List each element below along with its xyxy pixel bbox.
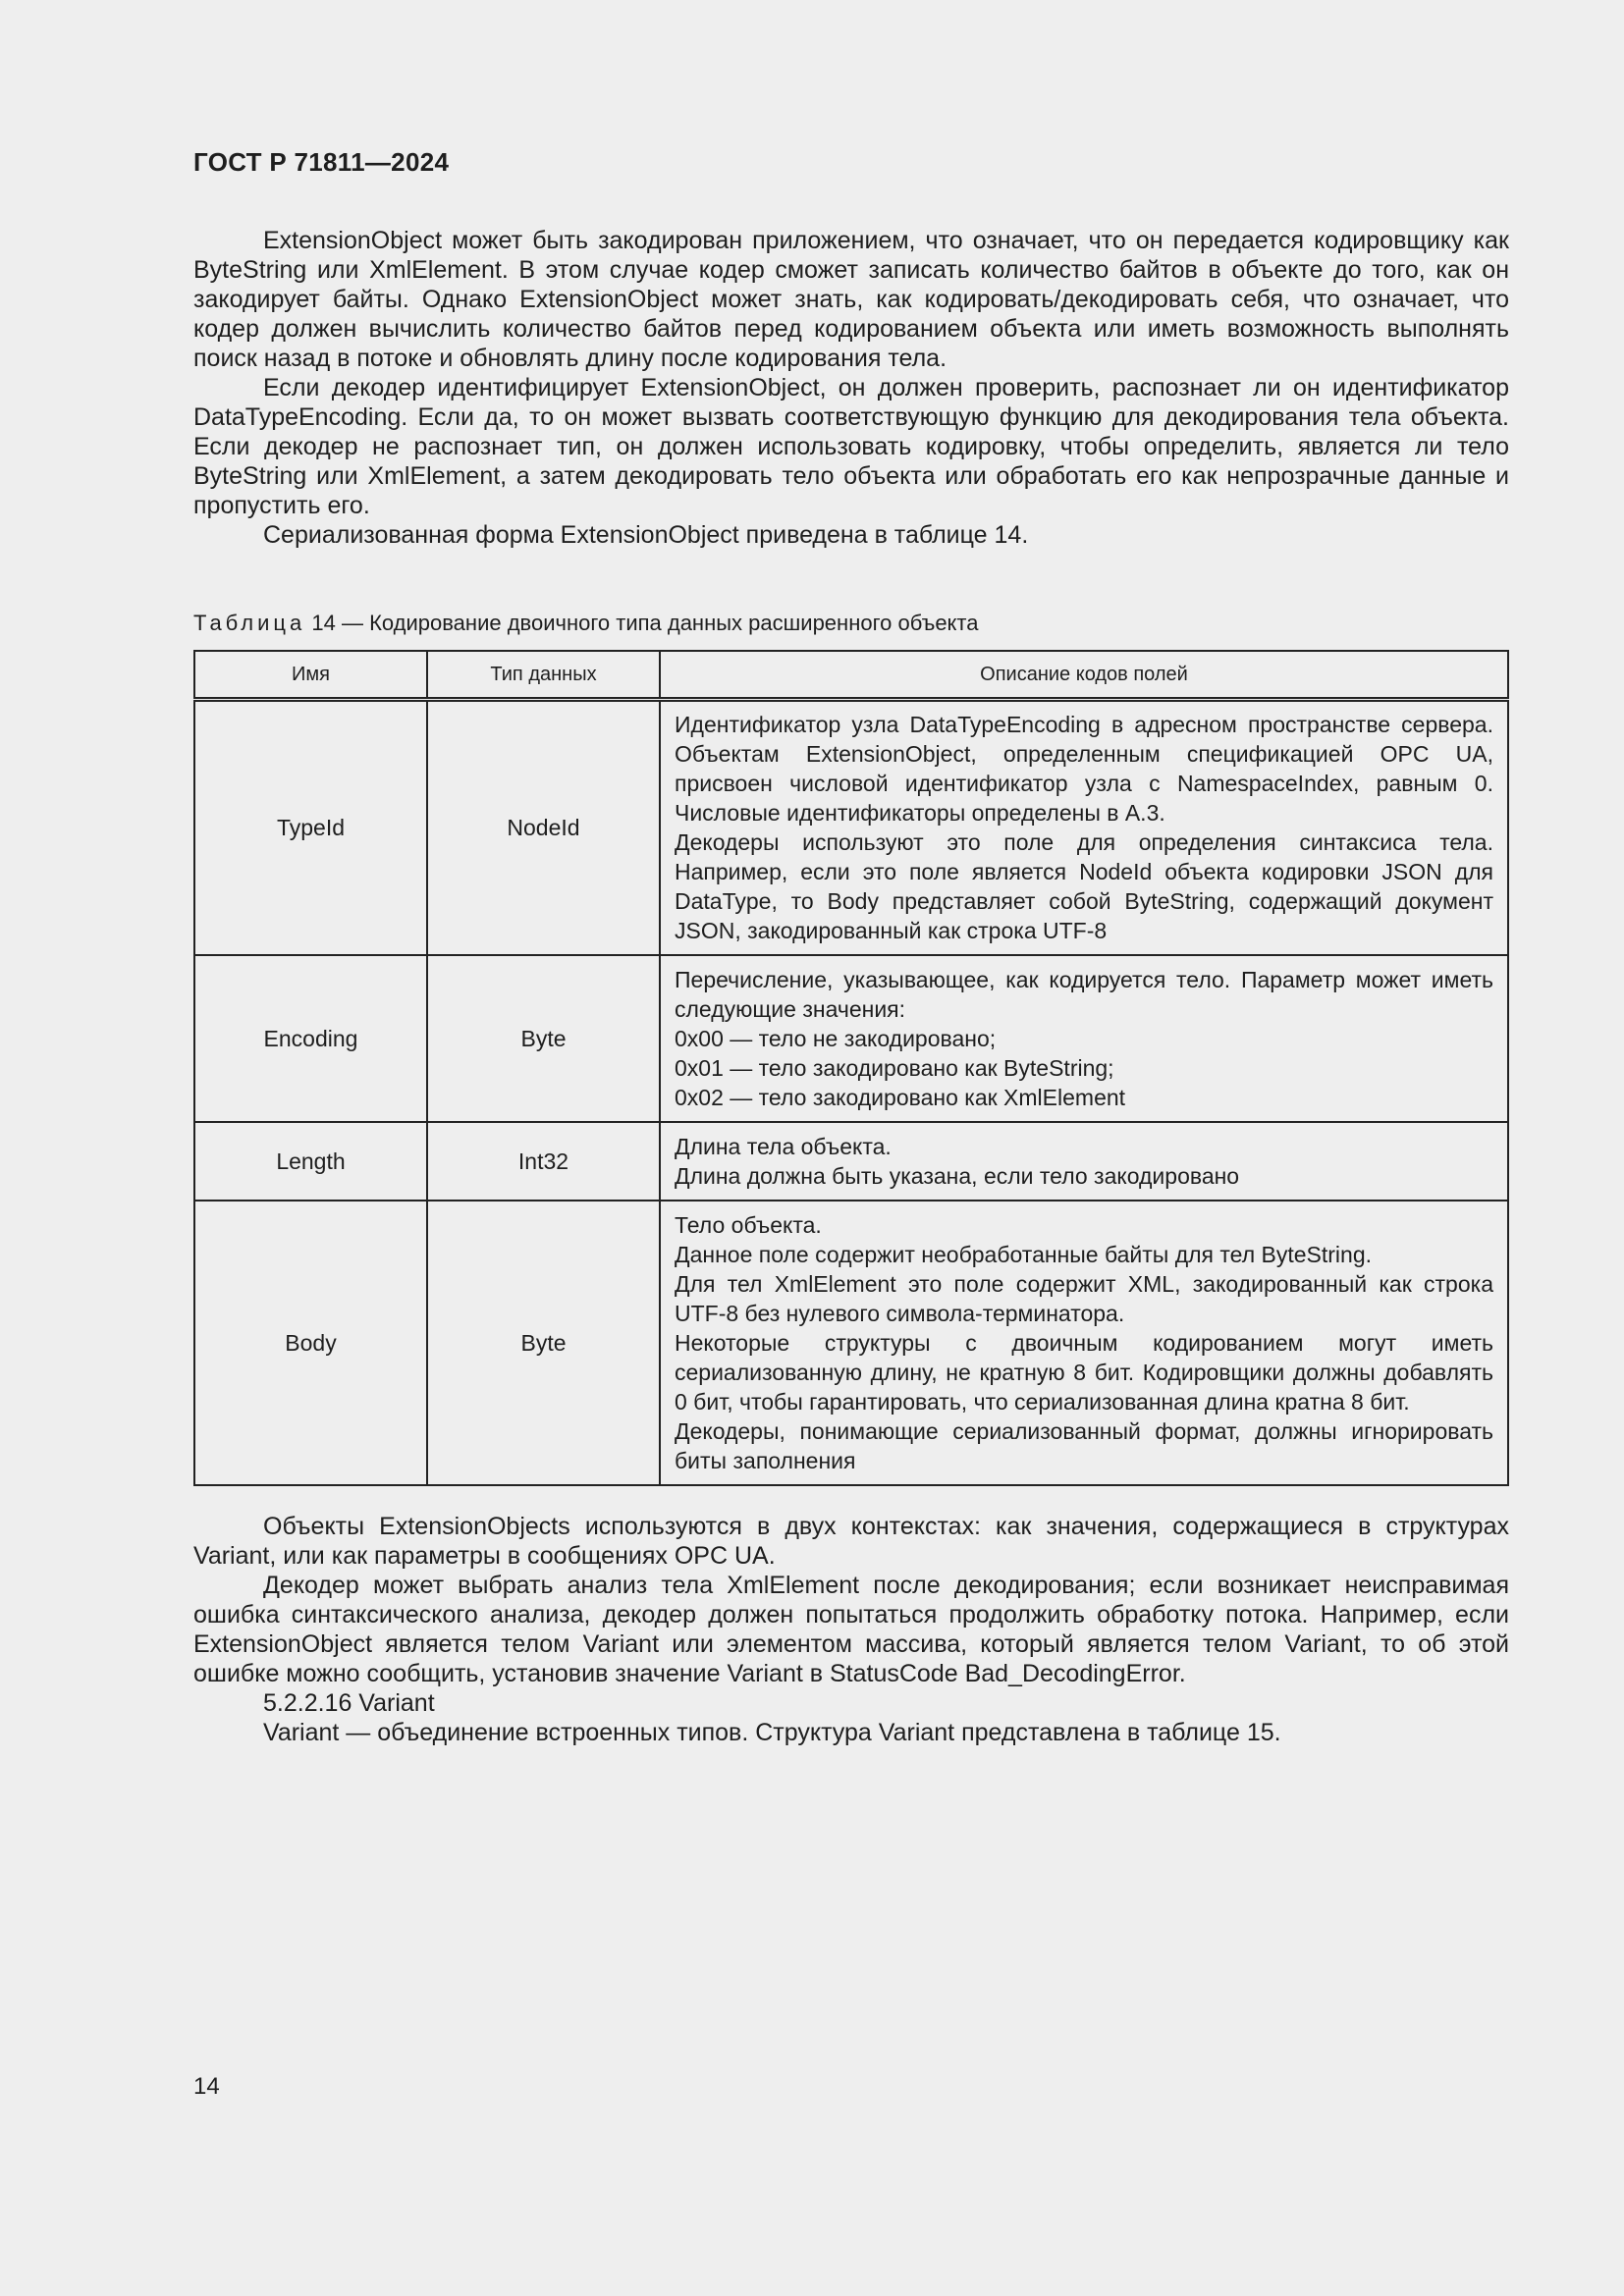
section-heading: 5.2.2.16 Variant <box>263 1689 435 1717</box>
paragraph: Объекты ExtensionObjects используются в двух контекстах: как значения, содержащиеся в структурах Variant, или как параметры в сообщениях OPC UA. <box>193 1513 1509 1570</box>
description-line: 0x02 — тело закодировано как XmlElement <box>675 1084 1126 1110</box>
paragraph: ExtensionObject может быть закодирован приложением, что означает, что он передается кодировщику как ByteString или XmlElement. В этом случае кодер сможет записать количество байтов в объекте до того, как он закодирует байты. Однако ExtensionObject может знать, как кодировать/декодировать себя, что означает, что кодер должен вычислить количество байтов перед кодированием объекта или иметь возможность выполнять поиск назад в потоке и обновлять длину после кодирования тела. <box>193 227 1509 372</box>
table-caption-text: 14 — Кодирование двоичного типа данных расширенного объекта <box>305 611 979 635</box>
table-row <box>194 700 1508 955</box>
description-line: 0x00 — тело не закодировано; <box>675 1025 997 1051</box>
description-line: Тело объекта. <box>675 1211 822 1238</box>
intro-text <box>193 226 1509 550</box>
description-line: Для тел XmlElement это поле содержит XML, закодированный как строка UTF-8 без нулевого символа-терминатора. <box>675 1270 1493 1326</box>
table-caption-label: Таблица <box>193 611 306 635</box>
document-header: ГОСТ Р 71811—2024 <box>193 147 450 177</box>
description-line: Идентификатор узла DataTypeEncoding в адресном пространстве сервера. Объектам ExtensionObject, определенным спецификацией OPC UA, присвоен числовой идентификатор узла с NamespaceIndex, равным 0. Числовые идентификаторы определены в А.3. <box>675 712 1493 827</box>
description-line: Данное поле содержит необработанные байты для тел ByteString. <box>675 1241 1373 1267</box>
column-header-name: Имя <box>194 651 427 700</box>
field-name-cell: Encoding <box>194 955 427 1122</box>
outro-text <box>193 1512 1509 1747</box>
field-type-cell: Byte <box>427 1201 660 1485</box>
description-line: 0x01 — тело закодировано как ByteString; <box>675 1054 1114 1081</box>
description-line: Длина должна быть указана, если тело закодировано <box>675 1162 1240 1189</box>
table-caption <box>193 609 979 638</box>
table-header-row <box>194 651 1508 700</box>
paragraph: Декодер может выбрать анализ тела XmlElement после декодирования; если возникает неисправимая ошибка синтаксического анализа, декодер должен попытаться продолжить обработку потока. Например, если ExtensionObject является телом Variant или элементом массива, который является телом Variant, то об этой ошибке можно сообщить, установив значение Variant в StatusCode Bad_DecodingError. <box>193 1572 1509 1687</box>
description-line: Перечисление, указывающее, как кодируется тело. Параметр может иметь следующие значения: <box>675 966 1493 1022</box>
field-name-cell: Length <box>194 1122 427 1201</box>
description-line: Длина тела объекта. <box>675 1133 892 1159</box>
encoding-table <box>193 650 1509 1486</box>
document-page <box>193 0 1509 2296</box>
field-description-cell <box>660 1122 1508 1201</box>
paragraph: Сериализованная форма ExtensionObject приведена в таблице 14. <box>263 521 1029 549</box>
field-type-cell: Int32 <box>427 1122 660 1201</box>
table-row <box>194 955 1508 1122</box>
page-number: 14 <box>193 2073 220 2100</box>
column-header-type: Тип данных <box>427 651 660 700</box>
field-description-cell <box>660 1201 1508 1485</box>
field-description-cell <box>660 955 1508 1122</box>
table-row <box>194 1201 1508 1485</box>
table-row <box>194 1122 1508 1201</box>
paragraph: Variant — объединение встроенных типов. Структура Variant представлена в таблице 15. <box>263 1719 1281 1746</box>
description-line: Некоторые структуры с двоичным кодированием могут иметь сериализованную длину, не кратную 8 бит. Кодировщики должны добавлять 0 бит, чтобы гарантировать, что сериализованная длина кратна 8 бит. <box>675 1329 1493 1415</box>
field-type-cell: NodeId <box>427 700 660 955</box>
field-description-cell <box>660 700 1508 955</box>
paragraph: Если декодер идентифицирует ExtensionObject, он должен проверить, распознает ли он идентификатор DataTypeEncoding. Если да, то он может вызвать соответствующую функцию для декодирования тела объекта. Если декодер не распознает тип, он должен использовать кодировку, чтобы определить, является ли тело ByteString или XmlElement, а затем декодировать тело объекта или обработать его как непрозрачные данные и пропустить его. <box>193 374 1509 519</box>
field-name-cell: TypeId <box>194 700 427 955</box>
field-name-cell: Body <box>194 1201 427 1485</box>
field-type-cell: Byte <box>427 955 660 1122</box>
description-line: Декодеры используют это поле для определения синтаксиса тела. Например, если это поле является NodeId объекта кодировки JSON для DataType, то Body представляет собой ByteString, содержащий документ JSON, закодированный как строка UTF-8 <box>675 829 1493 944</box>
column-header-description: Описание кодов полей <box>660 651 1508 700</box>
description-line: Декодеры, понимающие сериализованный формат, должны игнорировать биты заполнения <box>675 1417 1493 1473</box>
